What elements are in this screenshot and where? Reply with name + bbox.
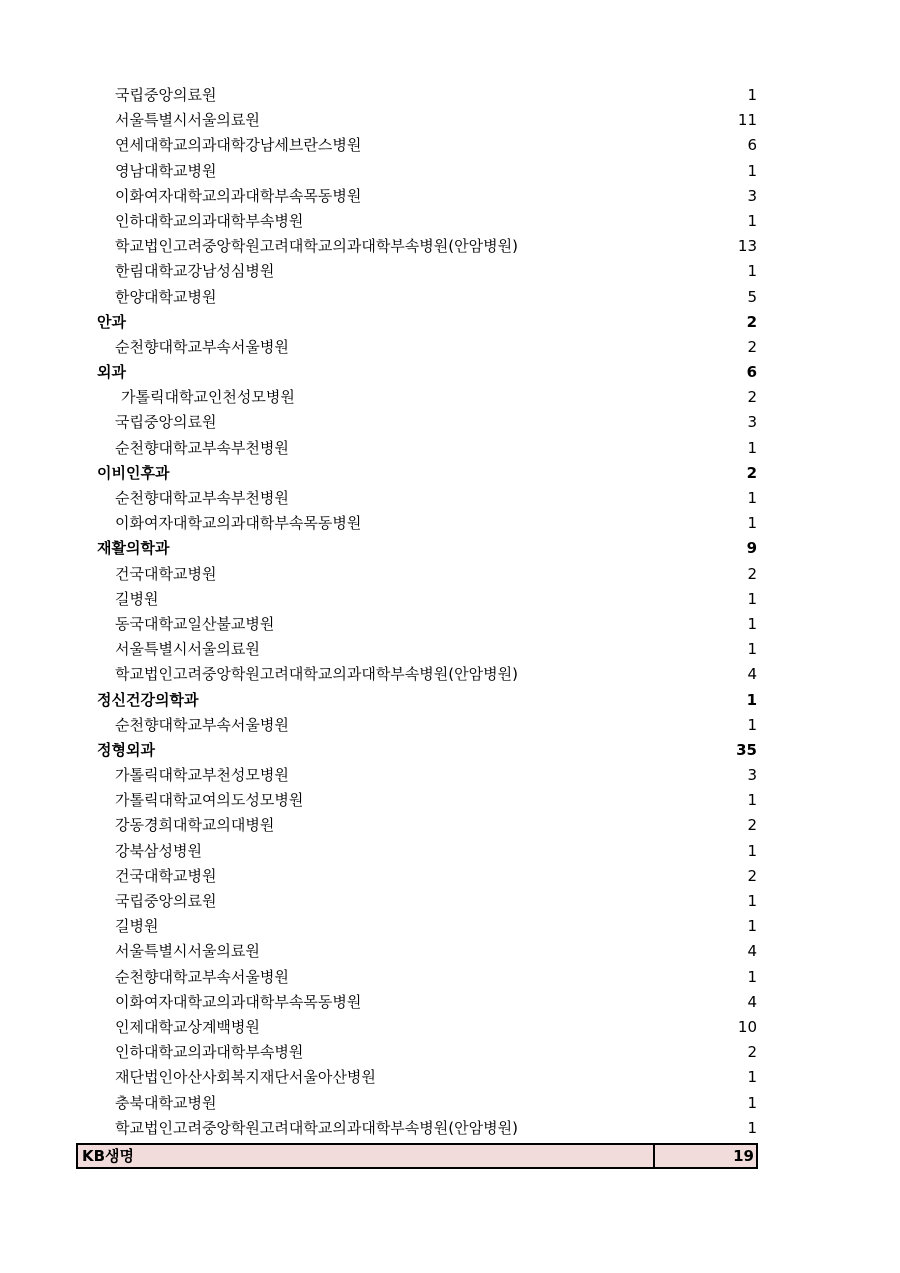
table-row xyxy=(78,486,760,511)
category-count: 35 xyxy=(736,740,757,759)
hospital-count: 1 xyxy=(747,211,757,230)
hospital-name: 재단법인아산사회복지재단서울아산병원 xyxy=(115,1068,376,1087)
hospital-name: 동국대학교일산불교병원 xyxy=(115,614,275,633)
table-row xyxy=(78,1116,760,1141)
hospital-count: 10 xyxy=(737,1017,757,1036)
category-count: 6 xyxy=(746,363,757,382)
hospital-count: 2 xyxy=(747,1043,757,1062)
hospital-count: 1 xyxy=(747,262,757,281)
table-row xyxy=(78,234,760,259)
table-row xyxy=(78,939,760,964)
hospital-count: 6 xyxy=(747,136,757,155)
hospital-name: 순천향대학교부속서울병원 xyxy=(115,967,289,986)
category-row xyxy=(78,360,760,385)
category-count: 1 xyxy=(746,690,757,709)
hospital-count: 1 xyxy=(747,1118,757,1137)
table-row xyxy=(78,889,760,914)
hospital-count: 3 xyxy=(747,186,757,205)
hospital-count: 4 xyxy=(747,942,757,961)
table-row xyxy=(78,965,760,990)
table-row xyxy=(78,259,760,284)
hospital-name: 서울특별시서울의료원 xyxy=(115,942,260,961)
hospital-count: 1 xyxy=(747,86,757,104)
hospital-name: 국립중앙의료원 xyxy=(115,413,217,432)
table-row xyxy=(78,1091,760,1116)
hospital-name: 연세대학교의과대학강남세브란스병원 xyxy=(115,136,362,155)
table-row xyxy=(78,1015,760,1040)
hospital-count: 1 xyxy=(747,1093,757,1112)
hospital-count: 2 xyxy=(747,866,757,885)
hospital-count: 3 xyxy=(747,766,757,785)
hospital-count: 2 xyxy=(747,564,757,583)
table-row xyxy=(78,436,760,461)
hospital-name: 강동경희대학교의대병원 xyxy=(115,816,275,835)
category-count: 9 xyxy=(746,539,757,558)
table-row xyxy=(78,1065,760,1090)
hospital-name: 건국대학교병원 xyxy=(115,866,217,885)
table-row xyxy=(78,410,760,435)
hospital-name: 이화여자대학교의과대학부속목동병원 xyxy=(115,514,362,533)
table-row xyxy=(78,83,760,108)
table-row xyxy=(78,662,760,687)
table-row xyxy=(78,108,760,133)
table-row xyxy=(78,813,760,838)
table-row xyxy=(78,612,760,637)
table-row xyxy=(78,159,760,184)
total-row-label: KB생명 xyxy=(82,1147,135,1165)
table-row xyxy=(78,335,760,360)
hospital-name: 건국대학교병원 xyxy=(115,564,217,583)
category-row xyxy=(78,536,760,561)
category-count: 2 xyxy=(746,312,757,331)
category-row xyxy=(78,688,760,713)
table-row xyxy=(78,990,760,1015)
hospital-table xyxy=(78,83,760,1141)
hospital-count: 3 xyxy=(747,413,757,432)
category-row xyxy=(78,310,760,335)
hospital-name: 인하대학교의과대학부속병원 xyxy=(115,211,304,230)
hospital-count: 1 xyxy=(747,892,757,910)
hospital-count: 5 xyxy=(747,287,757,306)
table-row xyxy=(78,839,760,864)
hospital-name: 강북삼성병원 xyxy=(115,841,202,860)
total-row-value: 19 xyxy=(733,1147,754,1165)
hospital-name: 학교법인고려중앙학원고려대학교의과대학부속병원(안암병원) xyxy=(115,665,518,684)
category-name: 재활의학과 xyxy=(97,539,170,558)
total-row xyxy=(76,1143,758,1169)
hospital-name: 이화여자대학교의과대학부속목동병원 xyxy=(115,992,362,1011)
hospital-count: 4 xyxy=(747,992,757,1011)
category-name: 정신건강의학과 xyxy=(97,690,199,709)
hospital-count: 1 xyxy=(747,917,757,936)
hospital-count: 2 xyxy=(747,816,757,835)
hospital-name: 순천향대학교부속서울병원 xyxy=(115,715,289,734)
total-row-divider xyxy=(653,1145,655,1167)
hospital-count: 1 xyxy=(747,161,757,180)
hospital-count: 1 xyxy=(747,640,757,659)
category-name: 정형외과 xyxy=(97,740,155,759)
category-count: 2 xyxy=(746,463,757,482)
table-row xyxy=(78,788,760,813)
hospital-count: 1 xyxy=(747,514,757,533)
table-row xyxy=(78,511,760,536)
table-row xyxy=(78,1040,760,1065)
hospital-name: 학교법인고려중앙학원고려대학교의과대학부속병원(안암병원) xyxy=(115,1118,518,1137)
hospital-name: 학교법인고려중앙학원고려대학교의과대학부속병원(안암병원) xyxy=(115,237,518,256)
table-row xyxy=(78,562,760,587)
table-row xyxy=(78,385,760,410)
hospital-name: 순천향대학교부속부천병원 xyxy=(115,438,289,457)
table-row xyxy=(78,285,760,310)
table-row xyxy=(78,713,760,738)
table-row xyxy=(78,914,760,939)
hospital-name: 순천향대학교부속서울병원 xyxy=(115,337,289,356)
hospital-count: 1 xyxy=(747,489,757,507)
table-row xyxy=(78,763,760,788)
hospital-name: 길병원 xyxy=(115,917,159,936)
hospital-count: 1 xyxy=(747,967,757,986)
hospital-count: 13 xyxy=(737,237,757,256)
hospital-name: 영남대학교병원 xyxy=(115,161,217,180)
hospital-name: 이화여자대학교의과대학부속목동병원 xyxy=(115,186,362,205)
hospital-name: 서울특별시서울의료원 xyxy=(115,111,260,130)
table-row xyxy=(78,587,760,612)
hospital-count: 1 xyxy=(747,715,757,734)
hospital-count: 1 xyxy=(747,589,757,608)
hospital-count: 1 xyxy=(747,841,757,860)
hospital-count: 4 xyxy=(747,665,757,684)
table-row xyxy=(78,133,760,158)
category-row xyxy=(78,738,760,763)
hospital-name: 한림대학교강남성심병원 xyxy=(115,262,275,281)
hospital-name: 한양대학교병원 xyxy=(115,287,217,306)
hospital-name: 길병원 xyxy=(115,589,159,608)
hospital-name: 충북대학교병원 xyxy=(115,1093,217,1112)
category-name: 외과 xyxy=(97,363,126,382)
hospital-count: 1 xyxy=(747,614,757,633)
hospital-count: 2 xyxy=(747,388,757,407)
category-name: 안과 xyxy=(97,312,126,331)
hospital-name: 국립중앙의료원 xyxy=(115,892,217,910)
hospital-name: 서울특별시서울의료원 xyxy=(115,640,260,659)
table-row xyxy=(78,864,760,889)
hospital-name: 가톨릭대학교여의도성모병원 xyxy=(115,791,304,810)
category-name: 이비인후과 xyxy=(97,463,170,482)
hospital-name: 인제대학교상계백병원 xyxy=(115,1017,260,1036)
hospital-count: 1 xyxy=(747,438,757,457)
hospital-count: 1 xyxy=(747,791,757,810)
hospital-name: 가톨릭대학교부천성모병원 xyxy=(115,766,289,785)
table-row xyxy=(78,209,760,234)
hospital-name: 인하대학교의과대학부속병원 xyxy=(115,1043,304,1062)
category-row xyxy=(78,461,760,486)
hospital-count: 1 xyxy=(747,1068,757,1087)
table-row xyxy=(78,637,760,662)
hospital-name: 국립중앙의료원 xyxy=(115,86,217,104)
hospital-count: 11 xyxy=(737,111,757,130)
table-row xyxy=(78,184,760,209)
hospital-count: 2 xyxy=(747,337,757,356)
hospital-name: 가톨릭대학교인천성모병원 xyxy=(121,388,295,407)
hospital-name: 순천향대학교부속부천병원 xyxy=(115,489,289,507)
